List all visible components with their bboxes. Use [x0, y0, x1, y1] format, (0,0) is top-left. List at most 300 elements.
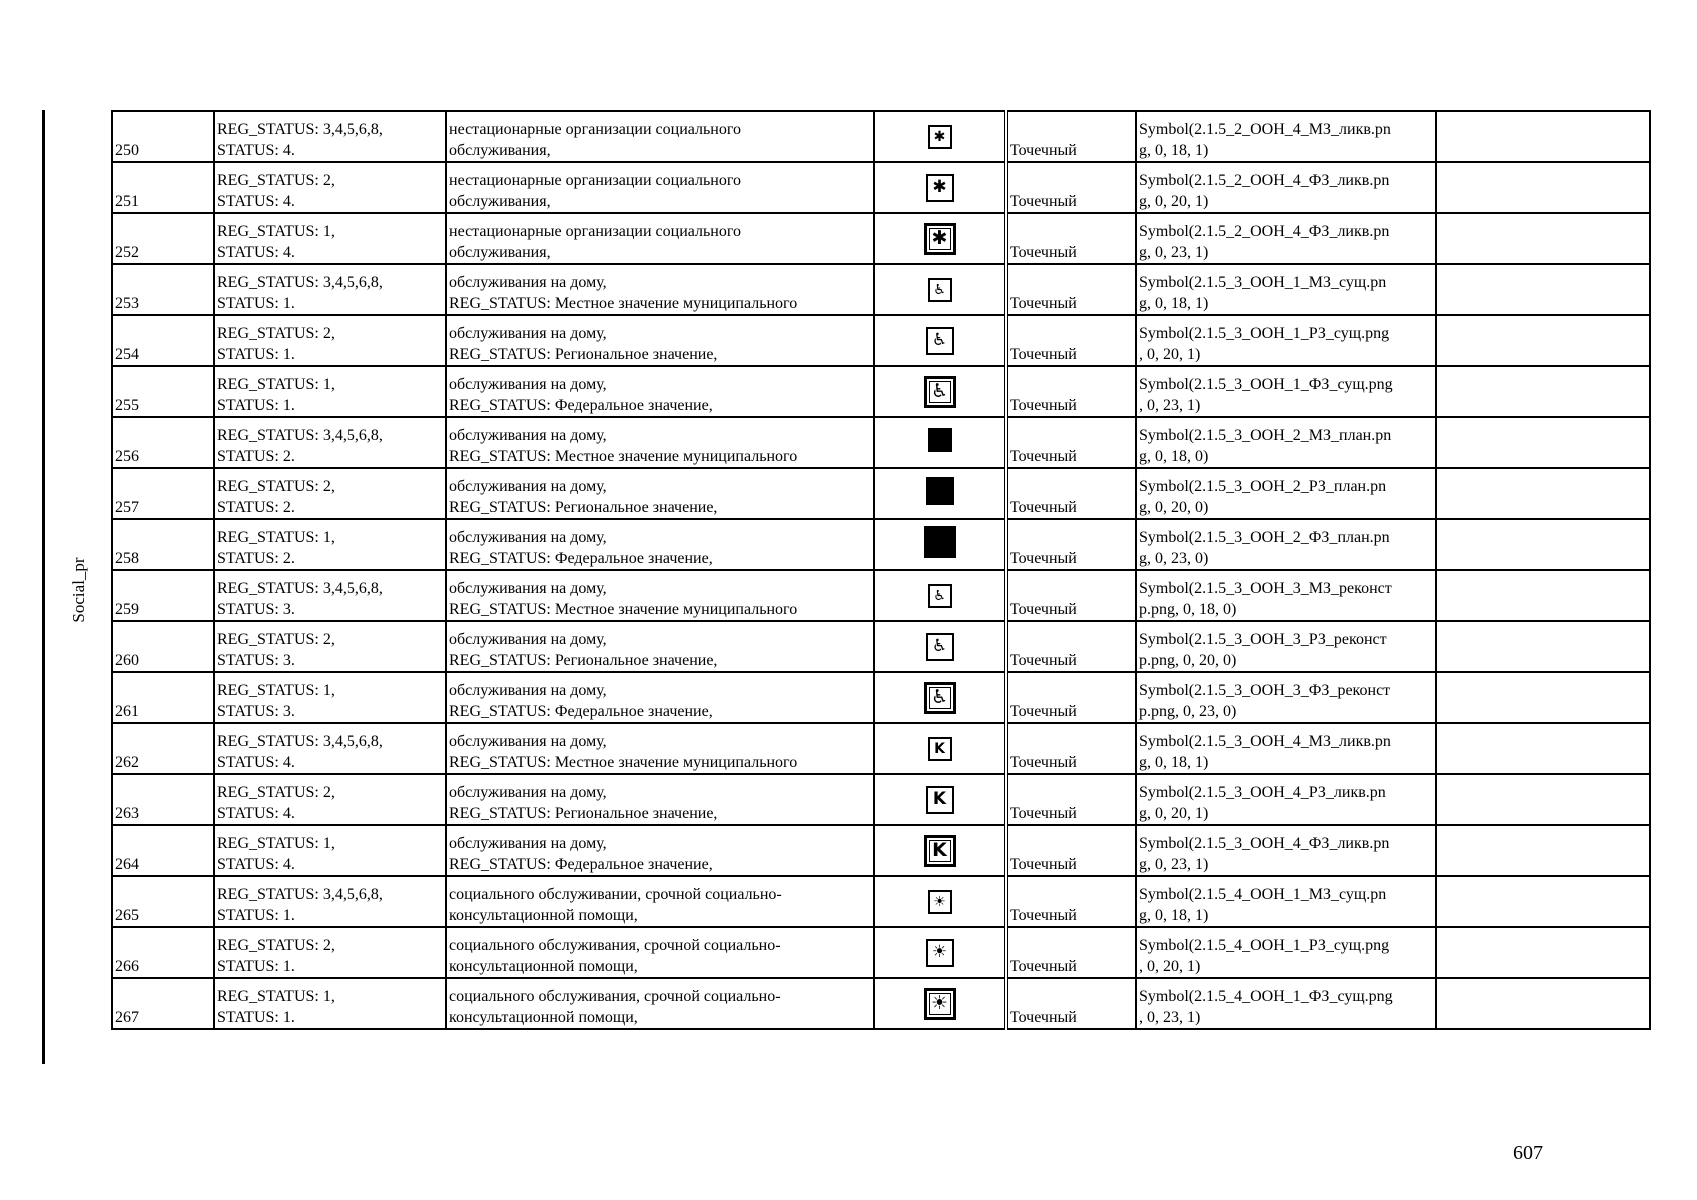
geometry-type: Точечный — [1010, 397, 1077, 414]
symbol-spec-line-1: Symbol(2.1.5_3_ООН_4_ФЗ_ликв.pn — [1139, 835, 1390, 852]
half-sun-icon: ☀ — [928, 890, 952, 914]
status-text: STATUS: 4. — [217, 754, 295, 771]
symbol-spec-cell — [1136, 927, 1436, 978]
symbol-preview-cell — [874, 978, 1006, 1029]
description-line-1: нестационарные организации социального — [449, 223, 742, 240]
geometry-type-cell — [1006, 927, 1136, 978]
crossed-wheelchair-icon: K — [926, 786, 954, 814]
geometry-type-cell — [1006, 876, 1136, 927]
reg-status-text: REG_STATUS: 3,4,5,6,8, — [217, 733, 383, 750]
status-cell — [214, 468, 446, 519]
symbol-spec-line-1: Symbol(2.1.5_3_ООН_3_МЗ_реконст — [1139, 580, 1392, 597]
reg-status-text: REG_STATUS: 3,4,5,6,8, — [217, 121, 383, 138]
description-cell — [446, 519, 874, 570]
geometry-type: Точечный — [1010, 142, 1077, 159]
description-line-2: обслуживания, — [449, 142, 551, 159]
status-cell — [214, 672, 446, 723]
status-text: STATUS: 2. — [217, 550, 295, 567]
empty-cell — [1436, 519, 1650, 570]
status-cell — [214, 927, 446, 978]
row-number: 266 — [115, 958, 139, 975]
symbol-preview-cell — [874, 366, 1006, 417]
description-line-2: обслуживания, — [449, 244, 551, 261]
table-row — [112, 264, 1650, 315]
status-cell — [214, 774, 446, 825]
symbol-preview-cell — [874, 213, 1006, 264]
status-text: STATUS: 1. — [217, 958, 295, 975]
symbol-spec-line-1: Symbol(2.1.5_3_ООН_1_МЗ_сущ.pn — [1139, 274, 1387, 291]
symbol-spec-line-2: , 0, 20, 1) — [1139, 958, 1201, 975]
geometry-type-cell — [1006, 825, 1136, 876]
row-number-cell — [112, 264, 214, 315]
description-line-1: социального обслуживания, срочной социально- — [449, 988, 781, 1005]
liquidated-sun-icon: ✱ — [926, 174, 954, 202]
symbol-preview-cell — [874, 876, 1006, 927]
description-line-2: консультационной помощи, — [449, 907, 638, 924]
wheelchair-icon: ♿ — [924, 682, 956, 714]
status-text: STATUS: 1. — [217, 1009, 295, 1026]
wheelchair-icon: ♿ — [924, 376, 956, 408]
description-line-1: обслуживания на дому, — [449, 274, 607, 291]
table-row — [112, 876, 1650, 927]
reg-status-text: REG_STATUS: 3,4,5,6,8, — [217, 886, 383, 903]
geometry-type-cell — [1006, 417, 1136, 468]
reg-status-text: REG_STATUS: 1, — [217, 988, 335, 1005]
geometry-type-cell — [1006, 162, 1136, 213]
geometry-type-cell — [1006, 315, 1136, 366]
empty-cell — [1436, 468, 1650, 519]
geometry-type-cell — [1006, 468, 1136, 519]
symbol-preview-cell — [874, 468, 1006, 519]
description-cell — [446, 162, 874, 213]
table-row — [112, 468, 1650, 519]
row-number: 254 — [115, 346, 139, 363]
geometry-type-cell — [1006, 978, 1136, 1029]
status-text: STATUS: 3. — [217, 601, 295, 618]
symbol-spec-line-1: Symbol(2.1.5_3_ООН_4_РЗ_ликв.pn — [1139, 784, 1386, 801]
reg-status-text: REG_STATUS: 3,4,5,6,8, — [217, 274, 383, 291]
description-line-2: REG_STATUS: Федеральное значение, — [449, 856, 713, 873]
description-line-1: обслуживания на дому, — [449, 376, 607, 393]
symbol-spec-line-1: Symbol(2.1.5_3_ООН_2_ФЗ_план.pn — [1139, 529, 1390, 546]
geometry-type-cell — [1006, 366, 1136, 417]
status-text: STATUS: 4. — [217, 856, 295, 873]
symbol-preview-cell — [874, 519, 1006, 570]
symbol-spec-line-1: Symbol(2.1.5_3_ООН_3_ФЗ_реконст — [1139, 682, 1391, 699]
description-line-1: обслуживания на дому, — [449, 580, 607, 597]
status-text: STATUS: 4. — [217, 193, 295, 210]
symbol-spec-line-1: Symbol(2.1.5_4_ООН_1_ФЗ_сущ.png — [1139, 988, 1393, 1005]
table-row — [112, 570, 1650, 621]
geometry-type: Точечный — [1010, 550, 1077, 567]
symbol-spec-cell — [1136, 162, 1436, 213]
row-number: 260 — [115, 652, 139, 669]
symbol-spec-cell — [1136, 468, 1436, 519]
row-number-cell — [112, 315, 214, 366]
empty-cell — [1436, 162, 1650, 213]
geometry-type: Точечный — [1010, 805, 1077, 822]
row-number-cell — [112, 468, 214, 519]
empty-cell — [1436, 417, 1650, 468]
description-line-1: обслуживания на дому, — [449, 631, 607, 648]
status-cell — [214, 264, 446, 315]
description-line-2: REG_STATUS: Региональное значение, — [449, 346, 718, 363]
symbol-spec-line-1: Symbol(2.1.5_2_ООН_4_ФЗ_ликв.pn — [1139, 223, 1390, 240]
left-margin-rule — [42, 110, 45, 1064]
symbol-spec-line-2: , 0, 23, 1) — [1139, 397, 1201, 414]
status-text: STATUS: 1. — [217, 295, 295, 312]
geometry-type-cell — [1006, 264, 1136, 315]
status-cell — [214, 315, 446, 366]
planned-filled-square-icon — [924, 526, 956, 558]
table-row — [112, 774, 1650, 825]
geometry-type-cell — [1006, 774, 1136, 825]
status-cell — [214, 417, 446, 468]
geometry-type-cell — [1006, 570, 1136, 621]
empty-cell — [1436, 315, 1650, 366]
row-number: 265 — [115, 907, 139, 924]
symbol-spec-line-2: g, 0, 20, 1) — [1139, 193, 1209, 210]
symbol-spec-line-1: Symbol(2.1.5_4_ООН_1_РЗ_сущ.png — [1139, 937, 1390, 954]
empty-cell — [1436, 978, 1650, 1029]
symbol-table — [111, 110, 1651, 1030]
row-number: 251 — [115, 193, 139, 210]
symbol-spec-line-2: g, 0, 23, 1) — [1139, 244, 1209, 261]
description-cell — [446, 417, 874, 468]
description-line-1: нестационарные организации социального — [449, 121, 742, 138]
symbol-spec-line-2: р.png, 0, 23, 0) — [1139, 703, 1237, 720]
description-cell — [446, 315, 874, 366]
description-line-1: социального обслуживании, срочной социально- — [449, 886, 782, 903]
description-line-2: REG_STATUS: Местное значение муниципального — [449, 754, 798, 771]
table-row — [112, 825, 1650, 876]
description-line-2: REG_STATUS: Федеральное значение, — [449, 550, 713, 567]
symbol-preview-cell — [874, 672, 1006, 723]
empty-cell — [1436, 825, 1650, 876]
symbol-preview-cell — [874, 570, 1006, 621]
row-number: 252 — [115, 244, 139, 261]
description-cell — [446, 672, 874, 723]
symbol-spec-line-1: Symbol(2.1.5_3_ООН_1_РЗ_сущ.png — [1139, 325, 1390, 342]
symbol-spec-cell — [1136, 264, 1436, 315]
geometry-type: Точечный — [1010, 601, 1077, 618]
description-line-2: консультационной помощи, — [449, 1009, 638, 1026]
description-cell — [446, 621, 874, 672]
status-text: STATUS: 2. — [217, 448, 295, 465]
row-number: 267 — [115, 1009, 139, 1026]
geometry-type: Точечный — [1010, 499, 1077, 516]
status-cell — [214, 876, 446, 927]
reg-status-text: REG_STATUS: 3,4,5,6,8, — [217, 427, 383, 444]
description-line-2: REG_STATUS: Региональное значение, — [449, 499, 718, 516]
geometry-type-cell — [1006, 672, 1136, 723]
symbol-preview-cell — [874, 111, 1006, 162]
symbol-preview-cell — [874, 723, 1006, 774]
status-cell — [214, 825, 446, 876]
empty-cell — [1436, 264, 1650, 315]
reg-status-text: REG_STATUS: 1, — [217, 682, 335, 699]
description-cell — [446, 774, 874, 825]
row-number-cell — [112, 111, 214, 162]
row-number-cell — [112, 213, 214, 264]
description-line-2: REG_STATUS: Региональное значение, — [449, 805, 718, 822]
description-line-1: обслуживания на дому, — [449, 733, 607, 750]
row-number: 261 — [115, 703, 139, 720]
description-cell — [446, 927, 874, 978]
status-cell — [214, 978, 446, 1029]
reg-status-text: REG_STATUS: 1, — [217, 223, 335, 240]
symbol-preview-cell — [874, 162, 1006, 213]
status-cell — [214, 570, 446, 621]
side-label: Social_pr — [69, 557, 88, 623]
row-number: 262 — [115, 754, 139, 771]
table-row — [112, 723, 1650, 774]
description-line-1: обслуживания на дому, — [449, 529, 607, 546]
geometry-type: Точечный — [1010, 295, 1077, 312]
row-number-cell — [112, 672, 214, 723]
crossed-wheelchair-icon: K — [924, 835, 956, 867]
description-cell — [446, 468, 874, 519]
description-line-1: обслуживания на дому, — [449, 427, 607, 444]
symbol-preview-cell — [874, 264, 1006, 315]
description-cell — [446, 213, 874, 264]
status-text: STATUS: 3. — [217, 652, 295, 669]
reg-status-text: REG_STATUS: 3,4,5,6,8, — [217, 580, 383, 597]
status-cell — [214, 111, 446, 162]
empty-cell — [1436, 570, 1650, 621]
row-number-cell — [112, 978, 214, 1029]
symbol-spec-cell — [1136, 876, 1436, 927]
half-sun-icon: ☀ — [926, 939, 954, 967]
wheelchair-icon: ♿ — [926, 633, 954, 661]
reg-status-text: REG_STATUS: 1, — [217, 529, 335, 546]
symbol-spec-line-1: Symbol(2.1.5_2_ООН_4_МЗ_ликв.pn — [1139, 121, 1391, 138]
description-line-1: нестационарные организации социального — [449, 172, 742, 189]
symbol-spec-line-2: g, 0, 20, 0) — [1139, 499, 1209, 516]
status-text: STATUS: 4. — [217, 142, 295, 159]
symbol-spec-cell — [1136, 213, 1436, 264]
planned-filled-square-icon — [926, 477, 954, 505]
empty-cell — [1436, 927, 1650, 978]
symbol-spec-line-1: Symbol(2.1.5_3_ООН_4_МЗ_ликв.pn — [1139, 733, 1391, 750]
symbol-spec-cell — [1136, 672, 1436, 723]
empty-cell — [1436, 213, 1650, 264]
description-line-1: обслуживания на дому, — [449, 835, 607, 852]
status-text: STATUS: 4. — [217, 244, 295, 261]
reg-status-text: REG_STATUS: 2, — [217, 478, 335, 495]
geometry-type: Точечный — [1010, 448, 1077, 465]
row-number: 250 — [115, 142, 139, 159]
symbol-preview-cell — [874, 927, 1006, 978]
description-cell — [446, 570, 874, 621]
geometry-type: Точечный — [1010, 1009, 1077, 1026]
description-line-2: REG_STATUS: Местное значение муниципального — [449, 448, 798, 465]
half-sun-icon: ☀ — [924, 988, 956, 1020]
row-number: 257 — [115, 499, 139, 516]
table-row — [112, 978, 1650, 1029]
reg-status-text: REG_STATUS: 2, — [217, 937, 335, 954]
description-line-2: REG_STATUS: Федеральное значение, — [449, 397, 713, 414]
symbol-preview-cell — [874, 315, 1006, 366]
symbol-spec-line-2: g, 0, 18, 1) — [1139, 754, 1209, 771]
symbol-spec-cell — [1136, 570, 1436, 621]
status-cell — [214, 519, 446, 570]
geometry-type: Точечный — [1010, 652, 1077, 669]
symbol-spec-cell — [1136, 315, 1436, 366]
symbol-spec-cell — [1136, 621, 1436, 672]
description-line-2: обслуживания, — [449, 193, 551, 210]
row-number-cell — [112, 519, 214, 570]
symbol-spec-line-2: g, 0, 18, 1) — [1139, 142, 1209, 159]
geometry-type-cell — [1006, 111, 1136, 162]
status-cell — [214, 723, 446, 774]
symbol-preview-cell — [874, 825, 1006, 876]
description-cell — [446, 264, 874, 315]
symbol-table-container — [111, 110, 1651, 1030]
symbol-preview-cell — [874, 774, 1006, 825]
reg-status-text: REG_STATUS: 2, — [217, 631, 335, 648]
table-row — [112, 927, 1650, 978]
symbol-spec-cell — [1136, 774, 1436, 825]
symbol-spec-cell — [1136, 111, 1436, 162]
table-row — [112, 213, 1650, 264]
symbol-spec-line-2: g, 0, 23, 0) — [1139, 550, 1209, 567]
row-number: 253 — [115, 295, 139, 312]
symbol-spec-cell — [1136, 366, 1436, 417]
crossed-wheelchair-icon: K — [928, 737, 952, 761]
geometry-type: Точечный — [1010, 856, 1077, 873]
symbol-preview-cell — [874, 621, 1006, 672]
row-number-cell — [112, 570, 214, 621]
reg-status-text: REG_STATUS: 2, — [217, 784, 335, 801]
symbol-spec-cell — [1136, 519, 1436, 570]
symbol-spec-line-2: р.png, 0, 18, 0) — [1139, 601, 1237, 618]
row-number-cell — [112, 621, 214, 672]
empty-cell — [1436, 672, 1650, 723]
description-line-2: REG_STATUS: Местное значение муниципального — [449, 601, 798, 618]
symbol-spec-line-1: Symbol(2.1.5_3_ООН_1_ФЗ_сущ.png — [1139, 376, 1393, 393]
status-text: STATUS: 1. — [217, 346, 295, 363]
reg-status-text: REG_STATUS: 2, — [217, 172, 335, 189]
symbol-spec-line-2: , 0, 20, 1) — [1139, 346, 1201, 363]
wheelchair-icon: ♿ — [928, 584, 952, 608]
geometry-type: Точечный — [1010, 907, 1077, 924]
geometry-type-cell — [1006, 723, 1136, 774]
planned-filled-square-icon — [928, 428, 952, 452]
symbol-spec-cell — [1136, 825, 1436, 876]
description-cell — [446, 825, 874, 876]
status-text: STATUS: 4. — [217, 805, 295, 822]
geometry-type-cell — [1006, 213, 1136, 264]
symbol-spec-line-2: р.png, 0, 20, 0) — [1139, 652, 1237, 669]
symbol-spec-line-2: , 0, 23, 1) — [1139, 1009, 1201, 1026]
symbol-spec-line-1: Symbol(2.1.5_2_ООН_4_ФЗ_ликв.pn — [1139, 172, 1390, 189]
geometry-type-cell — [1006, 621, 1136, 672]
table-row — [112, 366, 1650, 417]
reg-status-text: REG_STATUS: 2, — [217, 325, 335, 342]
description-line-1: социального обслуживания, срочной социально- — [449, 937, 781, 954]
symbol-spec-line-1: Symbol(2.1.5_3_ООН_2_МЗ_план.pn — [1139, 427, 1392, 444]
row-number-cell — [112, 927, 214, 978]
symbol-preview-cell — [874, 417, 1006, 468]
description-line-1: обслуживания на дому, — [449, 784, 607, 801]
description-line-1: обслуживания на дому, — [449, 682, 607, 699]
symbol-spec-cell — [1136, 978, 1436, 1029]
description-cell — [446, 876, 874, 927]
geometry-type-cell — [1006, 519, 1136, 570]
empty-cell — [1436, 111, 1650, 162]
description-cell — [446, 723, 874, 774]
row-number: 256 — [115, 448, 139, 465]
status-cell — [214, 366, 446, 417]
description-line-2: REG_STATUS: Федеральное значение, — [449, 703, 713, 720]
status-cell — [214, 621, 446, 672]
symbol-spec-cell — [1136, 417, 1436, 468]
description-cell — [446, 111, 874, 162]
row-number-cell — [112, 876, 214, 927]
description-line-2: REG_STATUS: Местное значение муниципального — [449, 295, 798, 312]
table-row — [112, 621, 1650, 672]
empty-cell — [1436, 876, 1650, 927]
description-line-1: обслуживания на дому, — [449, 478, 607, 495]
status-cell — [214, 213, 446, 264]
geometry-type: Точечный — [1010, 346, 1077, 363]
row-number: 259 — [115, 601, 139, 618]
row-number-cell — [112, 825, 214, 876]
row-number: 263 — [115, 805, 139, 822]
empty-cell — [1436, 723, 1650, 774]
symbol-spec-line-2: g, 0, 18, 1) — [1139, 295, 1209, 312]
symbol-spec-line-2: g, 0, 20, 1) — [1139, 805, 1209, 822]
row-number-cell — [112, 723, 214, 774]
status-text: STATUS: 1. — [217, 907, 295, 924]
description-cell — [446, 978, 874, 1029]
empty-cell — [1436, 774, 1650, 825]
row-number-cell — [112, 774, 214, 825]
liquidated-sun-icon: ✱ — [928, 125, 952, 149]
liquidated-sun-icon: ✱ — [924, 223, 956, 255]
table-row — [112, 111, 1650, 162]
symbol-spec-line-2: g, 0, 18, 1) — [1139, 907, 1209, 924]
wheelchair-icon: ♿ — [926, 327, 954, 355]
row-number-cell — [112, 366, 214, 417]
empty-cell — [1436, 621, 1650, 672]
description-line-2: REG_STATUS: Региональное значение, — [449, 652, 718, 669]
row-number: 264 — [115, 856, 139, 873]
symbol-spec-line-1: Symbol(2.1.5_3_ООН_2_РЗ_план.pn — [1139, 478, 1387, 495]
geometry-type: Точечный — [1010, 754, 1077, 771]
description-cell — [446, 366, 874, 417]
empty-cell — [1436, 366, 1650, 417]
wheelchair-icon: ♿ — [928, 278, 952, 302]
geometry-type: Точечный — [1010, 193, 1077, 210]
table-body — [112, 111, 1650, 1029]
description-line-1: обслуживания на дому, — [449, 325, 607, 342]
symbol-spec-line-2: g, 0, 18, 0) — [1139, 448, 1209, 465]
geometry-type: Точечный — [1010, 703, 1077, 720]
status-text: STATUS: 1. — [217, 397, 295, 414]
reg-status-text: REG_STATUS: 1, — [217, 835, 335, 852]
row-number: 258 — [115, 550, 139, 567]
symbol-spec-line-1: Symbol(2.1.5_4_ООН_1_МЗ_сущ.pn — [1139, 886, 1387, 903]
table-row — [112, 672, 1650, 723]
table-row — [112, 417, 1650, 468]
symbol-spec-cell — [1136, 723, 1436, 774]
status-text: STATUS: 2. — [217, 499, 295, 516]
symbol-spec-line-1: Symbol(2.1.5_3_ООН_3_РЗ_реконст — [1139, 631, 1387, 648]
reg-status-text: REG_STATUS: 1, — [217, 376, 335, 393]
status-cell — [214, 162, 446, 213]
